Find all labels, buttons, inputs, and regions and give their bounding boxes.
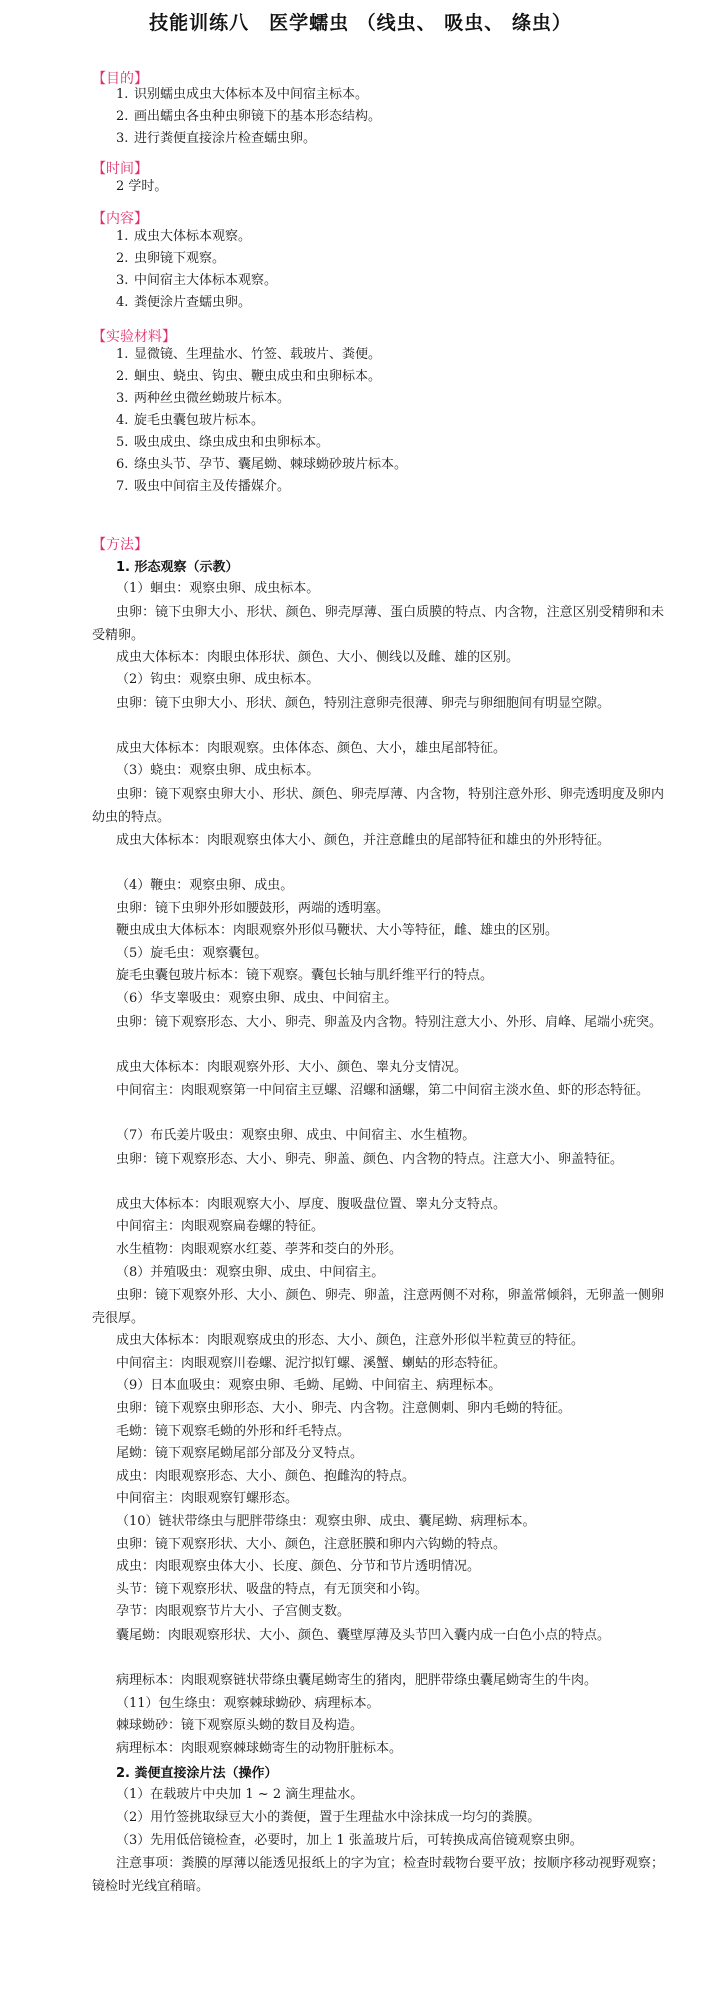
method-line: 囊尾蚴：肉眼观察形状、大小、颜色、囊壁厚薄及头节凹入囊内成一白色小点的特点。 (116, 1628, 611, 1643)
method-line: （2）钩虫：观察虫卵、成虫标本。 (116, 672, 320, 688)
materials-item: 3. 两种丝虫微丝蚴玻片标本。 (116, 391, 291, 406)
section-heading-content: 【内容】 (92, 211, 148, 227)
method-line: 虫卵：镜下观察虫卵形态、大小、卵壳、内含物。注意侧刺、卵内毛蚴的特征。 (116, 1401, 572, 1416)
section-heading-methods: 【方法】 (92, 537, 148, 553)
content-item: 3. 中间宿主大体标本观察。 (116, 273, 278, 288)
method-line: 旋毛虫囊包玻片标本：镜下观察。囊包长轴与肌纤维平行的特点。 (116, 968, 494, 984)
page-title: 技能训练八 医学蠕虫 （线虫、 吸虫、 绦虫） (149, 12, 572, 34)
method-line: 病理标本：肉眼观察棘球蚴寄生的动物肝脏标本。 (116, 1740, 403, 1756)
method-line: 成虫大体标本：肉眼观察大小、厚度、腹吸盘位置、睾丸分支特点。 (116, 1196, 507, 1212)
method-line: 成虫大体标本：肉眼观察虫体大小、颜色，并注意雌虫的尾部特征和雄虫的外形特征。 (116, 833, 611, 848)
method-line: 病理标本：肉眼观察链状带绦虫囊尾蚴寄生的猪肉，肥胖带绦虫囊尾蚴寄生的牛肉。 (116, 1673, 598, 1688)
method-line: 虫卵：镜下观察形状、大小、颜色，注意胚膜和卵内六钩蚴的特点。 (116, 1536, 507, 1552)
method-line: 尾蚴：镜下观察尾蚴尾部分部及分叉特点。 (116, 1446, 364, 1462)
method-line: （6）华支睾吸虫：观察虫卵、成虫、中间宿主。 (116, 991, 398, 1006)
method-line: 虫卵：镜下虫卵大小、形状、颜色，特别注意卵壳很薄、卵壳与卵细胞间有明显空隙。 (116, 695, 611, 711)
method-line: （4）鞭虫：观察虫卵、成虫。 (116, 878, 294, 893)
materials-item: 6. 绦虫头节、孕节、囊尾蚴、棘球蚴砂玻片标本。 (116, 457, 408, 472)
method-line: （11）包生绦虫：观察棘球蚴砂、病理标本。 (116, 1695, 380, 1711)
method-line: 中间宿主：肉眼观察扁卷螺的特征。 (116, 1219, 325, 1235)
method-line: 孕节：肉眼观察节片大小、子宫侧支数。 (116, 1604, 351, 1620)
method-line: 毛蚴：镜下观察毛蚴的外形和纤毛特点。 (116, 1423, 351, 1439)
materials-item: 1. 显微镜、生理盐水、竹签、载玻片、粪便。 (116, 347, 382, 362)
method-line: 成虫：肉眼观察虫体大小、长度、颜色、分节和节片透明情况。 (116, 1559, 481, 1575)
method-line: 中间宿主：肉眼观察川卷螺、泥泞拟钉螺、溪蟹、蝲蛄的形态特征。 (116, 1355, 507, 1371)
method-line: 水生植物：肉眼观察水红菱、荸荠和茭白的外形。 (116, 1242, 403, 1257)
method-line: （5）旋毛虫：观察囊包。 (116, 945, 268, 961)
method-line: 头节：镜下观察形状、吸盘的特点，有无顶突和小钩。 (116, 1581, 429, 1597)
time-text: 2 学时。 (116, 179, 168, 194)
method-line: 虫卵：镜下观察外形、大小、颜色、卵壳、卵盖，注意两侧不对称，卵盖常倾斜，无卵盖一侧卵壳很厚。 (92, 1288, 664, 1327)
method-line: （9）日本血吸虫：观察虫卵、毛蚴、尾蚴、中间宿主、病理标本。 (116, 1378, 502, 1394)
materials-item: 7. 吸虫中间宿主及传播媒介。 (116, 479, 291, 494)
method-line: 成虫：肉眼观察形态、大小、颜色、抱雌沟的特点。 (116, 1468, 416, 1484)
materials-item: 5. 吸虫成虫、绦虫成虫和虫卵标本。 (116, 435, 330, 450)
purpose-item: 1. 识别蠕虫成虫大体标本及中间宿主标本。 (116, 87, 369, 102)
purpose-item: 2. 画出蠕虫各虫种虫卵镜下的基本形态结构。 (116, 109, 382, 124)
method-line: 成虫大体标本：肉眼观察成虫的形态、大小、颜色，注意外形似半粒黄豆的特征。 (116, 1333, 585, 1349)
method-line: （8）并殖吸虫：观察虫卵、成虫、中间宿主。 (116, 1264, 385, 1280)
purpose-item: 3. 进行粪便直接涂片检查蠕虫卵。 (116, 131, 317, 146)
content-item: 2. 虫卵镜下观察。 (116, 251, 226, 266)
method-line: 虫卵：镜下虫卵大小、形状、颜色、卵壳厚薄、蛋白质膜的特点、内含物，注意区别受精卵和未受精卵。 (92, 604, 664, 643)
content-item: 4. 粪便涂片查蠕虫卵。 (116, 295, 252, 310)
method-line: （1）蛔虫：观察虫卵、成虫标本。 (116, 581, 320, 596)
method-line: （7）布氏姜片吸虫：观察虫卵、成虫、中间宿主、水生植物。 (116, 1128, 476, 1144)
materials-item: 2. 蛔虫、蛲虫、钩虫、鞭虫成虫和虫卵标本。 (116, 369, 382, 384)
method-line: 虫卵：镜下虫卵外形如腰鼓形，两端的透明塞。 (116, 900, 390, 916)
methods-subheading-smear: 2. 粪便直接涂片法（操作） (116, 1766, 278, 1782)
content-item: 1. 成虫大体标本观察。 (116, 229, 252, 244)
method-line: 中间宿主：肉眼观察第一中间宿主豆螺、沼螺和涵螺，第二中间宿主淡水鱼、虾的形态特征。 (116, 1083, 650, 1099)
method-line: 鞭虫成虫大体标本：肉眼观察外形似马鞭状、大小等特征，雌、雄虫的区别。 (116, 923, 559, 939)
section-heading-purpose: 【目的】 (92, 71, 148, 87)
smear-line: （1）在载玻片中央加 1 ~ 2 滴生理盐水。 (116, 1787, 364, 1803)
section-heading-materials: 【实验材料】 (92, 329, 176, 345)
smear-line: （2）用竹签挑取绿豆大小的粪便，置于生理盐水中涂抹成一均匀的粪膜。 (116, 1810, 541, 1825)
smear-line: 注意事项：粪膜的厚薄以能透见报纸上的字为宜；检查时载物台要平放；按顺序移动视野观察；镜检时光线宜稍暗。 (92, 1856, 664, 1895)
method-line: 虫卵：镜下观察形态、大小、卵壳、卵盖及内含物。特别注意大小、外形、肩峰、尾端小疣突。 (116, 1014, 663, 1030)
smear-line: （3）先用低倍镜检查，必要时，加上 1 张盖玻片后，可转换成高倍镜观察虫卵。 (116, 1832, 583, 1848)
section-heading-time: 【时间】 (92, 161, 148, 177)
method-line: （10）链状带绦虫与肥胖带绦虫：观察虫卵、成虫、囊尾蚴、病理标本。 (116, 1514, 536, 1529)
method-line: （3）蛲虫：观察虫卵、成虫标本。 (116, 763, 320, 779)
method-line: 成虫大体标本：肉眼观察。虫体体态、颜色、大小，雄虫尾部特征。 (116, 740, 507, 756)
materials-item: 4. 旋毛虫囊包玻片标本。 (116, 413, 265, 428)
method-line: 棘球蚴砂：镜下观察原头蚴的数目及构造。 (116, 1718, 364, 1734)
method-line: 虫卵：镜下观察形态、大小、卵壳、卵盖、颜色、内含物的特点。注意大小、卵盖特征。 (116, 1151, 624, 1167)
method-line: 中间宿主：肉眼观察钉螺形态。 (116, 1491, 299, 1507)
method-line: 成虫大体标本：肉眼观察外形、大小、颜色、睾丸分支情况。 (116, 1059, 468, 1075)
methods-subheading-morphology: 1. 形态观察（示教） (116, 560, 239, 575)
method-line: 虫卵：镜下观察虫卵大小、形状、颜色、卵壳厚薄、内含物，特别注意外形、卵壳透明度及卵内幼虫的特点。 (92, 787, 664, 825)
method-line: 成虫大体标本：肉眼虫体形状、颜色、大小、侧线以及雌、雄的区别。 (116, 649, 520, 665)
